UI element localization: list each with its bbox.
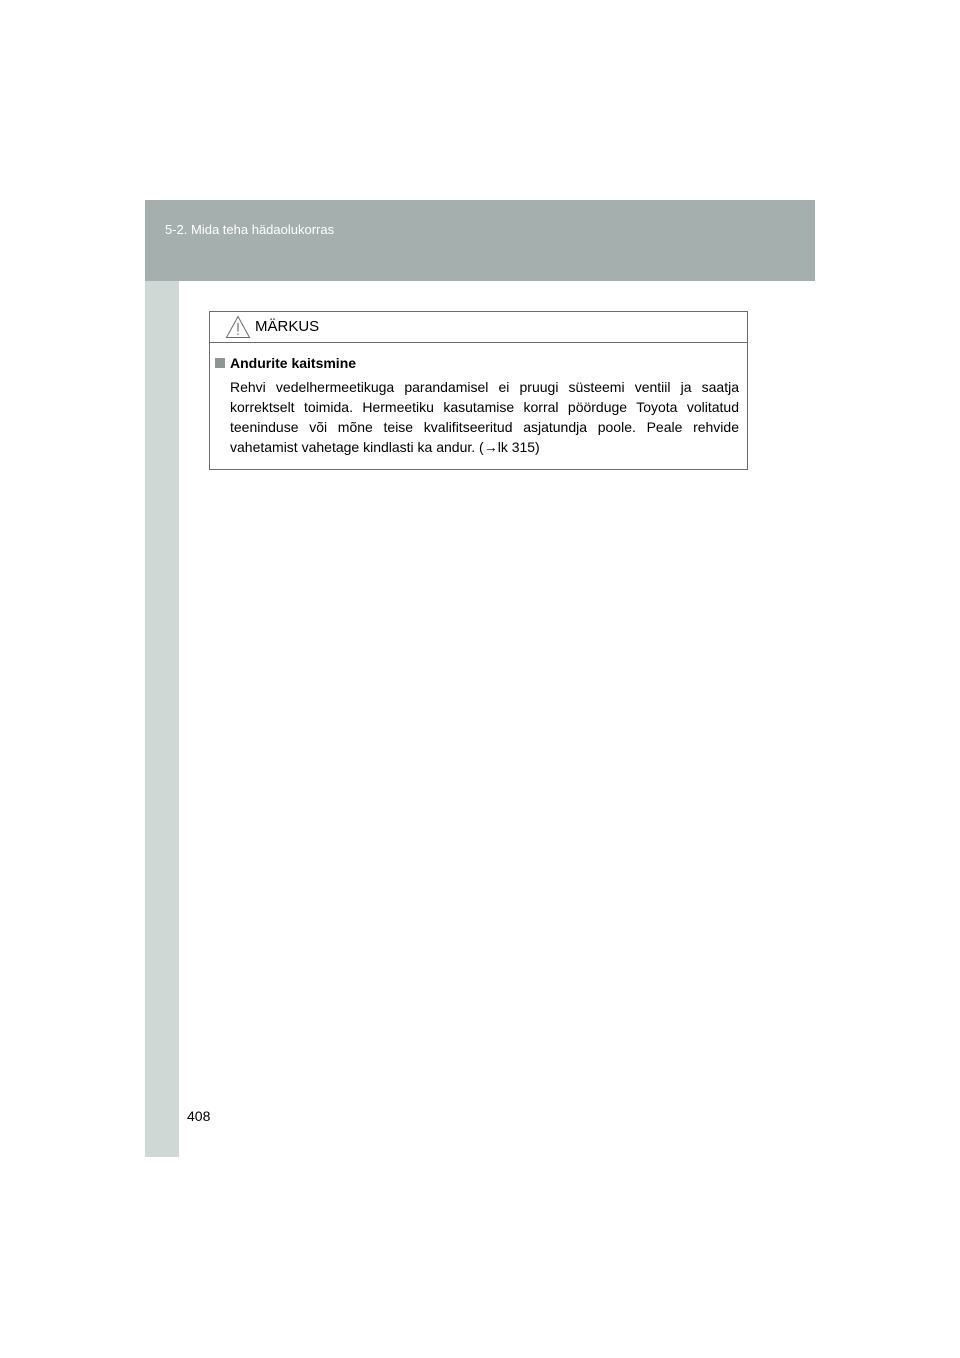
- notice-body: [210, 343, 747, 457]
- notice-subheading-text: Andurite kaitsmine: [230, 355, 357, 371]
- notice-title: MÄRKUS: [255, 318, 320, 335]
- page-number: 408: [187, 1108, 211, 1124]
- notice-subheading: [215, 354, 739, 372]
- notice-paragraph: Rehvi vedelhermeetikuga parandamisel ei pruugi süsteemi ventiil ja saatja korrektselt toimida. Hermeetiku kasutamise korral pöörduge Toyota volitatud teeninduse või mõne teise kvalifitseeritud asjatundja poole. Peale rehvide vahetamist vahetage kindlasti ka andur. (→lk 315): [230, 379, 739, 455]
- warning-triangle-icon: [225, 315, 251, 339]
- notice-box: [209, 311, 748, 470]
- section-title: 5-2. Mida teha hädaolukorras: [165, 222, 335, 237]
- side-strip: [145, 281, 179, 1157]
- square-bullet-icon: [215, 358, 225, 368]
- notice-header: [210, 312, 747, 343]
- header-band: [145, 200, 815, 281]
